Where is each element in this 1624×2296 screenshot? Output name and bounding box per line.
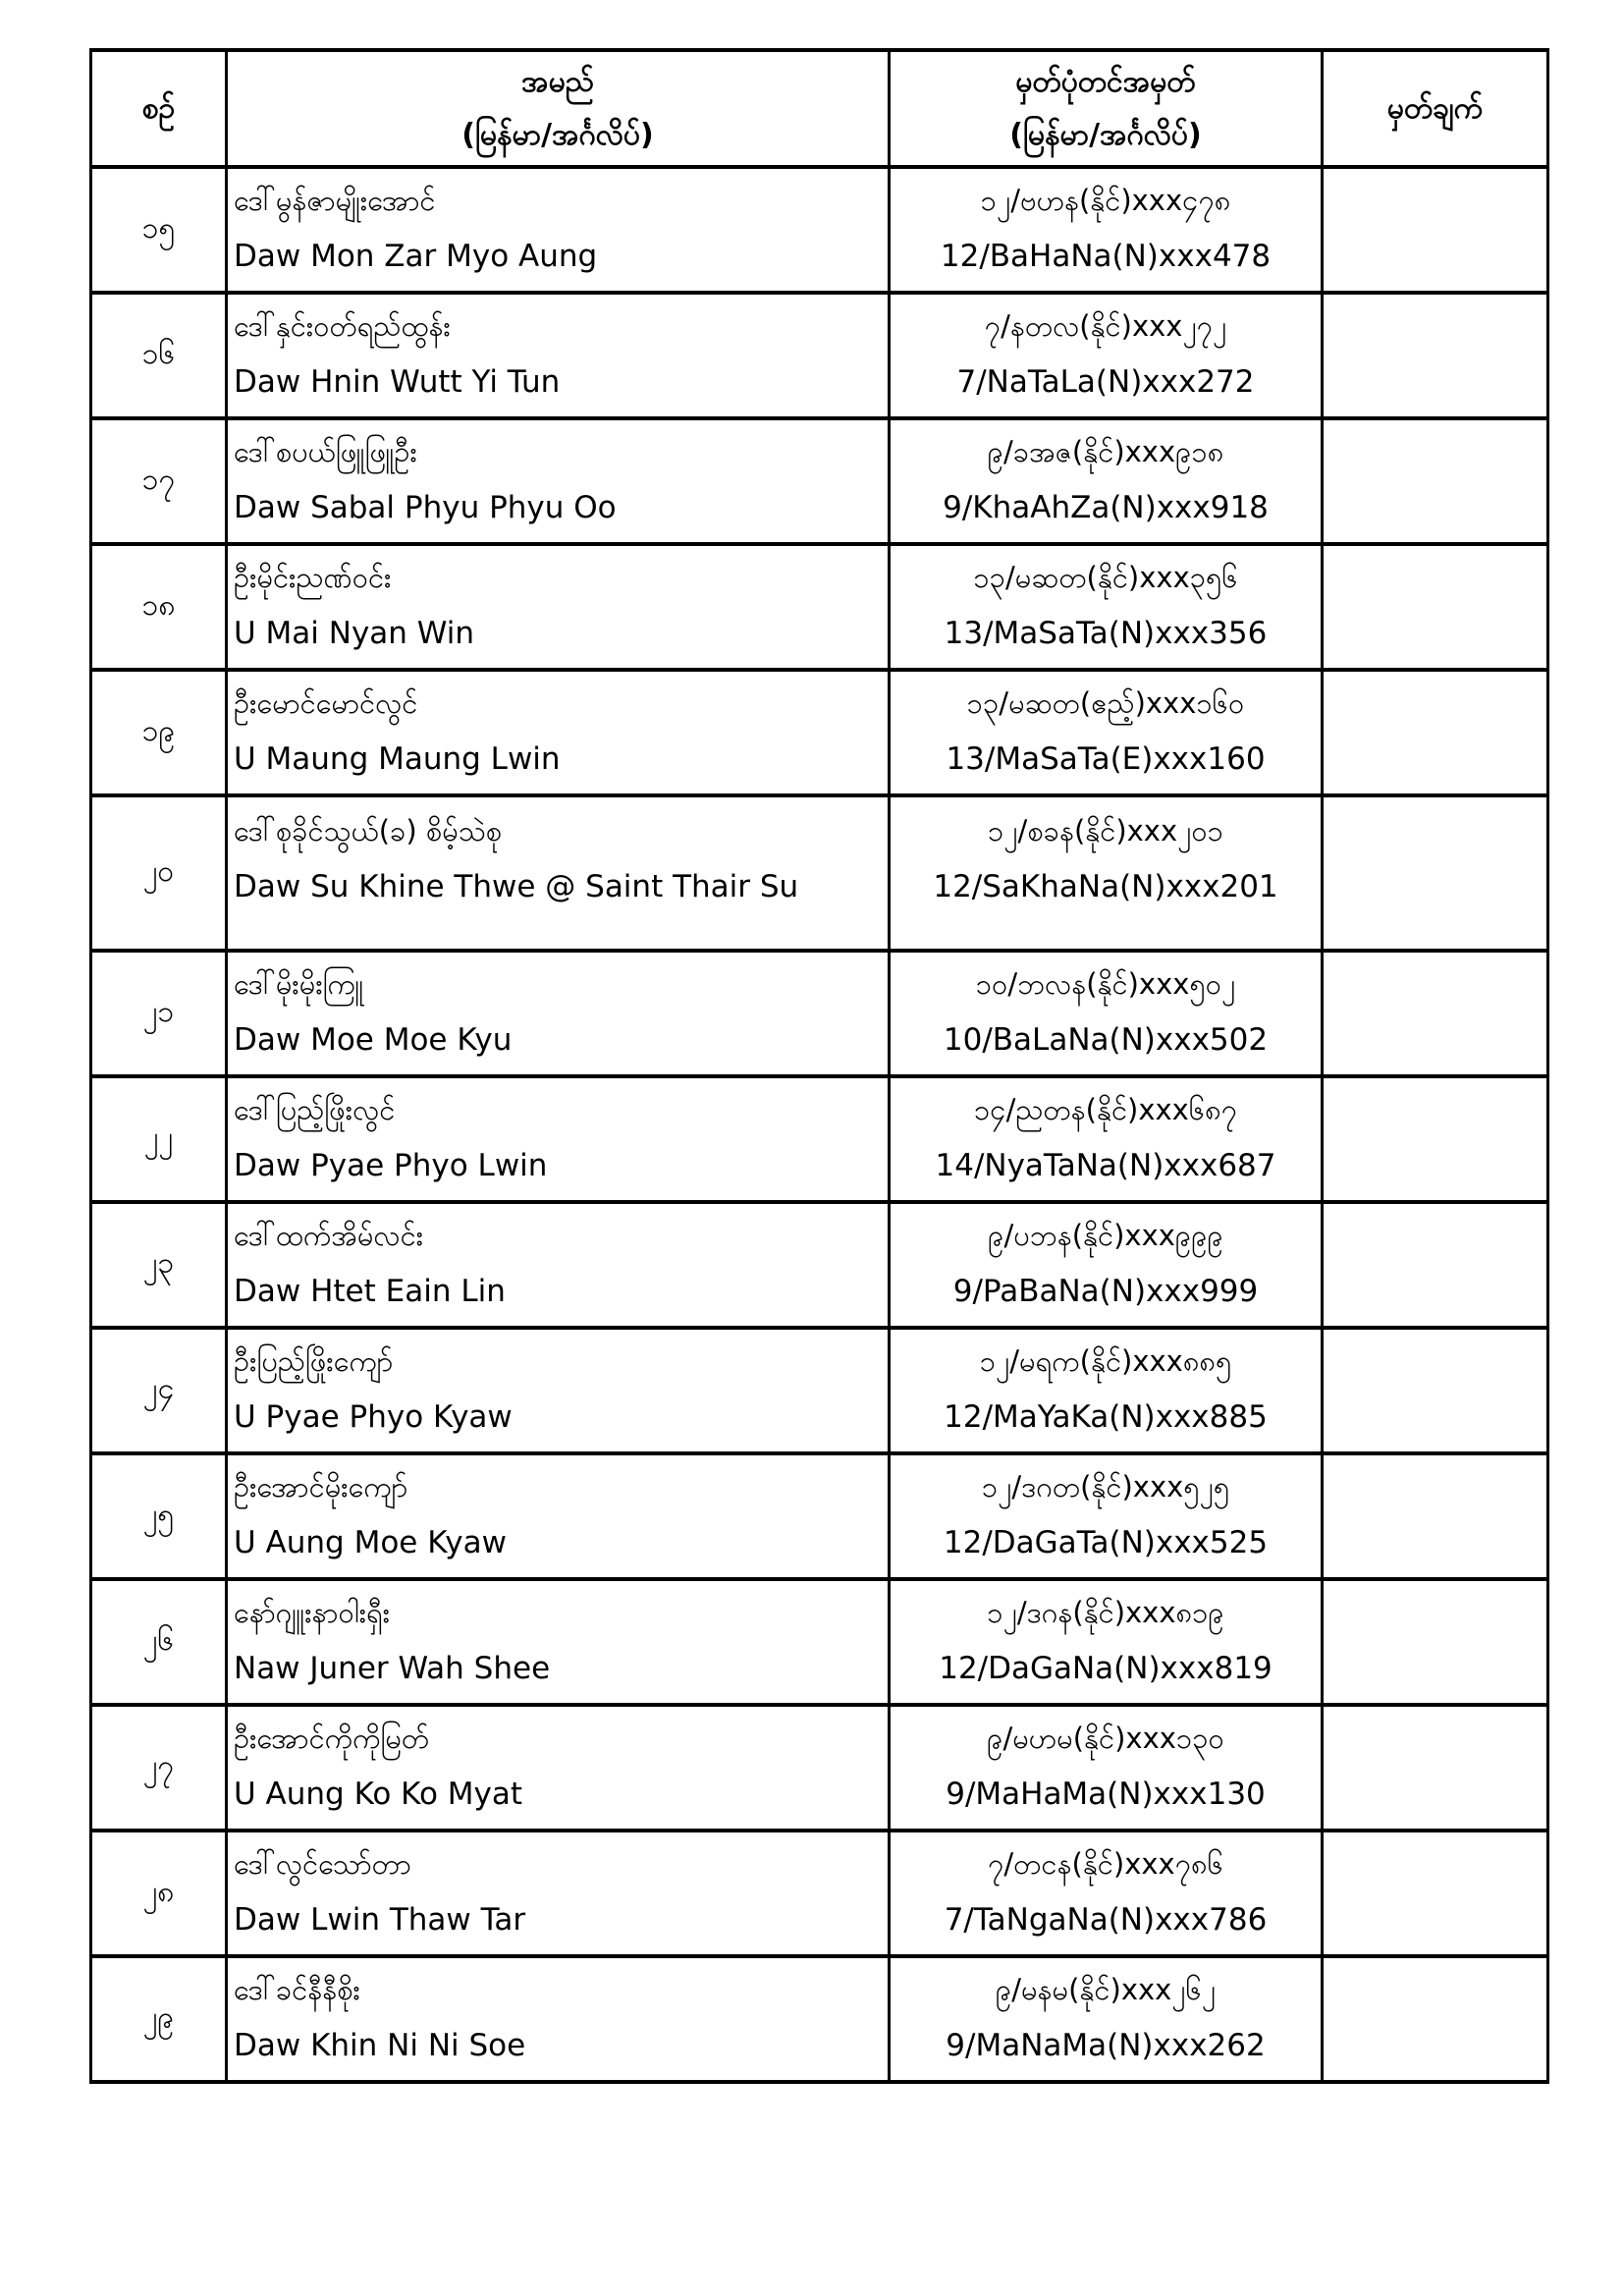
remarks-cell [1323, 1202, 1548, 1328]
name-myanmar: ဦးအောင်ကိုကိုမြတ် [234, 1722, 430, 1755]
nrc-myanmar: ၉/ခအဇ(နိုင်)xxx၉၁၈ [987, 435, 1224, 468]
name-cell [227, 1579, 890, 1705]
remarks-cell [1323, 1453, 1548, 1579]
table-row [91, 1202, 1548, 1328]
name-myanmar: ဒေါ်နှင်းဝတ်ရည်ထွန်း [234, 309, 451, 343]
nrc-myanmar: ၁၂/စခန(နိုင်)xxx၂၀၁ [987, 814, 1223, 847]
row-number: ၂၄ [91, 1328, 227, 1453]
name-english: Daw Hnin Wutt Yi Tun [234, 364, 561, 400]
nrc-english: 9/MaNaMa(N)xxx262 [946, 2028, 1266, 2063]
name-english: U Maung Maung Lwin [234, 741, 561, 777]
name-myanmar: နော်ဂျူးနာဝါးရှီး [234, 1596, 391, 1629]
nrc-english: 12/DaGaNa(N)xxx819 [939, 1651, 1272, 1686]
header-remarks: မှတ်ချက် [1323, 50, 1548, 167]
remarks-cell [1323, 951, 1548, 1076]
nrc-cell [890, 1956, 1323, 2082]
nrc-myanmar: ၁၃/မဆတ(နိုင်)xxx၃၅၆ [973, 561, 1238, 594]
name-myanmar: ဒေါ်ထက်အိမ်လင်း [234, 1219, 424, 1252]
name-cell [227, 1831, 890, 1956]
nrc-cell [890, 1202, 1323, 1328]
name-cell [227, 1202, 890, 1328]
table-row [91, 1579, 1548, 1705]
nrc-cell [890, 670, 1323, 795]
table-row [91, 1956, 1548, 2082]
remarks-cell [1323, 418, 1548, 544]
roster-table [89, 48, 1549, 2084]
nrc-cell [890, 1453, 1323, 1579]
remarks-cell [1323, 670, 1548, 795]
nrc-myanmar: ၁၄/ညတန(နိုင်)xxx၆၈၇ [973, 1093, 1238, 1126]
name-myanmar: ဦးအောင်မိုးကျော် [234, 1470, 408, 1503]
header-nrc-line2: (မြန်မာ/အင်္ဂလိပ်) [1009, 117, 1202, 152]
name-myanmar: ဒေါ်ခင်နီနီစိုး [234, 1973, 360, 2006]
name-english: U Mai Nyan Win [234, 616, 475, 651]
remarks-cell [1323, 1956, 1548, 2082]
table-row [91, 167, 1548, 293]
nrc-english: 7/NaTaLa(N)xxx272 [956, 364, 1255, 400]
name-english: U Aung Ko Ko Myat [234, 1777, 523, 1812]
table-row [91, 1453, 1548, 1579]
name-myanmar: ဒေါ်မိုးမိုးကြူ [234, 967, 364, 1001]
nrc-cell [890, 1831, 1323, 1956]
nrc-myanmar: ၇/တငန(နိုင်)xxx၇၈၆ [988, 1847, 1223, 1881]
nrc-cell [890, 167, 1323, 293]
name-cell [227, 1453, 890, 1579]
nrc-english: 14/NyaTaNa(N)xxx687 [935, 1148, 1276, 1183]
table-row [91, 670, 1548, 795]
name-english: Naw Juner Wah Shee [234, 1651, 551, 1686]
name-myanmar: ဒေါ်စုခိုင်သွယ်(ခ) စိမ့်သဲစု [234, 814, 503, 847]
remarks-cell [1323, 293, 1548, 418]
nrc-cell [890, 1579, 1323, 1705]
header-name-line1: အမည် [521, 64, 594, 99]
name-english: Daw Khin Ni Ni Soe [234, 2028, 526, 2063]
table-body [91, 167, 1548, 2082]
nrc-english: 12/SaKhaNa(N)xxx201 [933, 869, 1278, 904]
row-number: ၂၅ [91, 1453, 227, 1579]
table-row [91, 1328, 1548, 1453]
nrc-myanmar: ၁၂/ဒဂန(နိုင်)xxx၈၁၉ [987, 1596, 1224, 1629]
nrc-english: 13/MaSaTa(N)xxx356 [944, 616, 1268, 651]
row-number: ၁၇ [91, 418, 227, 544]
nrc-myanmar: ၁၃/မဆတ(ဧည့်)xxx၁၆၀ [966, 686, 1245, 720]
nrc-cell [890, 293, 1323, 418]
row-number: ၂၆ [91, 1579, 227, 1705]
header-nrc-line1: မှတ်ပုံတင်အမှတ် [1015, 64, 1196, 99]
nrc-english: 10/BaLaNa(N)xxx502 [943, 1022, 1269, 1058]
nrc-cell [890, 544, 1323, 670]
name-english: U Aung Moe Kyaw [234, 1525, 507, 1560]
table-row [91, 418, 1548, 544]
table-row [91, 544, 1548, 670]
remarks-cell [1323, 795, 1548, 951]
table-row [91, 951, 1548, 1076]
name-cell [227, 418, 890, 544]
header-nrc [890, 50, 1323, 167]
name-english: Daw Sabal Phyu Phyu Oo [234, 490, 617, 525]
nrc-myanmar: ၉/ပဘန(နိုင်)xxx၉၉၉ [988, 1219, 1223, 1252]
name-english: Daw Htet Eain Lin [234, 1274, 506, 1309]
nrc-cell [890, 1328, 1323, 1453]
name-cell [227, 670, 890, 795]
row-number: ၁၉ [91, 670, 227, 795]
name-english: U Pyae Phyo Kyaw [234, 1399, 513, 1435]
name-myanmar: ဒေါ်စပယ်ဖြူဖြူဦး [234, 435, 417, 468]
nrc-cell [890, 1076, 1323, 1202]
nrc-myanmar: ၇/နတလ(နိုင်)xxx၂၇၂ [984, 309, 1227, 343]
table-row [91, 795, 1548, 951]
name-english: Daw Mon Zar Myo Aung [234, 239, 598, 274]
row-number: ၁၅ [91, 167, 227, 293]
row-number: ၂၈ [91, 1831, 227, 1956]
table-row [91, 1831, 1548, 1956]
row-number: ၁၆ [91, 293, 227, 418]
row-number: ၂၉ [91, 1956, 227, 2082]
nrc-english: 13/MaSaTa(E)xxx160 [946, 741, 1266, 777]
remarks-cell [1323, 1831, 1548, 1956]
remarks-cell [1323, 1705, 1548, 1831]
nrc-myanmar: ၉/မဟမ(နိုင်)xxx၁၃၀ [987, 1722, 1224, 1755]
name-myanmar: ဒေါ်ပြည့်ဖြိုးလွင် [234, 1093, 396, 1126]
nrc-cell [890, 418, 1323, 544]
nrc-myanmar: ၉/မနမ(နိုင်)xxx၂၆၂ [995, 1973, 1217, 2006]
remarks-cell [1323, 1076, 1548, 1202]
row-number: ၂၃ [91, 1202, 227, 1328]
row-number: ၁၈ [91, 544, 227, 670]
name-cell [227, 1956, 890, 2082]
name-english: Daw Su Khine Thwe @ Saint Thair Su [234, 869, 799, 904]
nrc-english: 9/KhaAhZa(N)xxx918 [943, 490, 1269, 525]
name-cell [227, 293, 890, 418]
remarks-cell [1323, 544, 1548, 670]
name-english: Daw Moe Moe Kyu [234, 1022, 513, 1058]
name-english: Daw Lwin Thaw Tar [234, 1902, 526, 1938]
name-myanmar: ဦးမိုင်းညဏ်ဝင်း [234, 561, 392, 594]
table-row [91, 1705, 1548, 1831]
nrc-english: 12/BaHaNa(N)xxx478 [940, 239, 1272, 274]
row-number: ၂၀ [91, 795, 227, 951]
row-number: ၂၇ [91, 1705, 227, 1831]
nrc-english: 9/PaBaNa(N)xxx999 [952, 1274, 1259, 1309]
nrc-english: 12/DaGaTa(N)xxx525 [943, 1525, 1269, 1560]
name-myanmar: ဒေါ်လွင်သော်တာ [234, 1847, 411, 1881]
nrc-cell [890, 951, 1323, 1076]
table-row [91, 1076, 1548, 1202]
nrc-cell [890, 795, 1323, 951]
name-cell [227, 795, 890, 951]
table-header [91, 50, 1548, 167]
nrc-english: 7/TaNgaNa(N)xxx786 [944, 1902, 1268, 1938]
nrc-myanmar: ၁၂/ဒဂတ(နိုင်)xxx၅၂၅ [981, 1470, 1230, 1503]
name-myanmar: ဦးပြည့်ဖြိုးကျော် [234, 1344, 394, 1378]
name-english: Daw Pyae Phyo Lwin [234, 1148, 548, 1183]
name-cell [227, 544, 890, 670]
name-cell [227, 951, 890, 1076]
name-myanmar: ဒေါ်မွန်ဇာမျိုးအောင် [234, 184, 436, 217]
header-name-line2: (မြန်မာ/အင်္ဂလိပ်) [461, 117, 654, 152]
name-cell [227, 167, 890, 293]
remarks-cell [1323, 167, 1548, 293]
remarks-cell [1323, 1579, 1548, 1705]
nrc-myanmar: ၁၂/မရက(နိုင်)xxx၈၈၅ [979, 1344, 1232, 1378]
name-cell [227, 1705, 890, 1831]
nrc-myanmar: ၁၂/ဗဟန(နိုင်)xxx၄၇၈ [980, 184, 1231, 217]
nrc-english: 9/MaHaMa(N)xxx130 [946, 1777, 1266, 1812]
header-name [227, 50, 890, 167]
remarks-cell [1323, 1328, 1548, 1453]
name-cell [227, 1076, 890, 1202]
header-no: စဉ် [91, 50, 227, 167]
nrc-english: 12/MaYaKa(N)xxx885 [944, 1399, 1268, 1435]
name-myanmar: ဦးမောင်မောင်လွင် [234, 686, 418, 720]
nrc-myanmar: ၁၀/ဘလန(နိုင်)xxx၅၀၂ [975, 967, 1236, 1001]
nrc-cell [890, 1705, 1323, 1831]
row-number: ၂၁ [91, 951, 227, 1076]
row-number: ၂၂ [91, 1076, 227, 1202]
name-cell [227, 1328, 890, 1453]
table-row [91, 293, 1548, 418]
